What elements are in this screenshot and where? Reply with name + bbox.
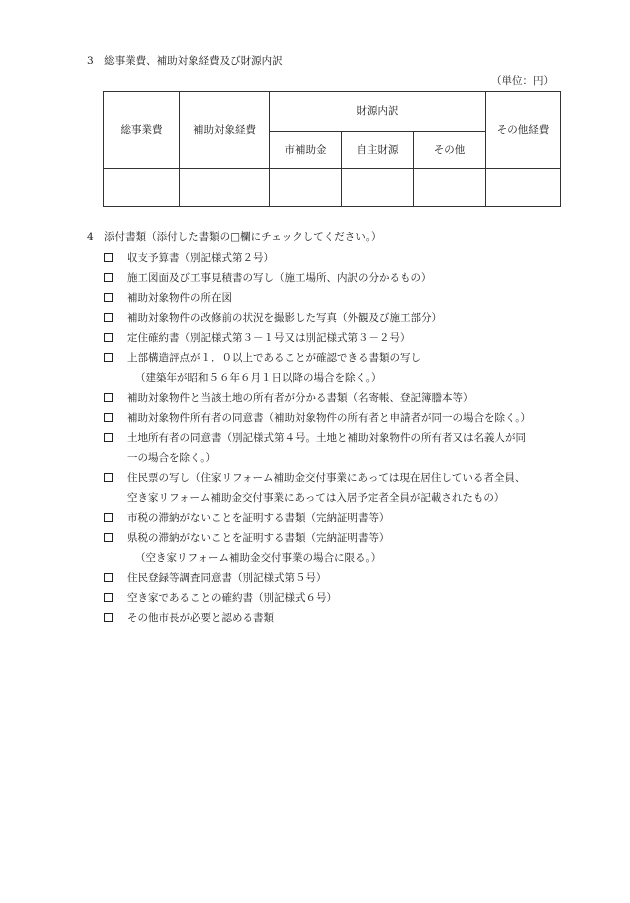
attachment-label: 土地所有者の同意書（別記様式第４号。土地と補助対象物件の所有者又は名義人が同 <box>127 432 526 444</box>
checkbox[interactable] <box>104 313 113 322</box>
unit-label: （単位：円） <box>491 75 554 87</box>
header-eligible-cost: 補助対象経費 <box>180 92 270 169</box>
attachment-item <box>103 268 583 288</box>
header-own-funds: 自主財源 <box>342 132 414 169</box>
checkbox[interactable] <box>104 613 113 622</box>
checkbox[interactable] <box>104 433 113 442</box>
attachment-note: （建築年が昭和５６年６月１日以降の場合を除く。） <box>135 372 382 384</box>
attachment-label: 補助対象物件の改修前の状況を撮影した写真（外観及び施工部分） <box>127 312 442 324</box>
attachment-item <box>103 608 583 628</box>
attachment-item <box>103 388 583 408</box>
checkbox[interactable] <box>104 273 113 282</box>
header-other-costs: その他経費 <box>486 92 561 169</box>
attachment-item <box>103 568 583 588</box>
checkbox[interactable] <box>104 353 113 362</box>
section4-title: 4 添付書類（添付した書類の□欄にチェックしてください。） <box>87 231 382 243</box>
attachment-label: 補助対象物件所有者の同意書（補助対象物件の所有者と申請者が同一の場合を除く。） <box>127 412 532 424</box>
attachment-item <box>103 508 583 528</box>
attachment-item <box>103 328 583 348</box>
cell-own-funds[interactable] <box>342 169 414 207</box>
attachment-label: 県税の滞納がないことを証明する書類（完納証明書等） <box>127 532 390 544</box>
checkbox[interactable] <box>104 393 113 402</box>
attachment-item <box>103 288 583 308</box>
checkbox[interactable] <box>104 413 113 422</box>
attachment-item <box>103 588 583 608</box>
attachment-label: 定住確約書（別記様式第３－１号又は別記様式第３－２号） <box>127 332 411 344</box>
checkbox[interactable] <box>104 593 113 602</box>
header-total-cost: 総事業費 <box>104 92 180 169</box>
cell-other-costs[interactable] <box>486 169 561 207</box>
cell-city-subsidy[interactable] <box>270 169 342 207</box>
checkbox[interactable] <box>104 253 113 262</box>
attachment-label: 施工図面及び工事見積書の写し（施工場所、内訳の分かるもの） <box>127 272 432 284</box>
cell-other[interactable] <box>414 169 486 207</box>
attachment-item <box>103 248 583 268</box>
attachment-item <box>103 308 583 328</box>
cell-eligible-cost[interactable] <box>180 169 270 207</box>
header-city-subsidy: 市補助金 <box>270 132 342 169</box>
attachment-label: その他市長が必要と認める書類 <box>127 612 274 624</box>
attachment-list <box>103 248 583 628</box>
attachment-item <box>103 408 583 428</box>
header-funding-breakdown: 財源内訳 <box>270 92 486 132</box>
attachment-label: 住民登録等調査同意書（別記様式第５号） <box>127 572 327 584</box>
attachment-label: 補助対象物件の所在図 <box>127 292 232 304</box>
cell-total-cost[interactable] <box>104 169 180 207</box>
attachment-continuation: 一の場合を除く。） <box>127 452 217 464</box>
attachment-item <box>103 468 583 508</box>
attachment-item <box>103 428 583 468</box>
attachment-label: 収支予算書（別記様式第２号） <box>127 252 274 264</box>
section3-title: 3 総事業費、補助対象経費及び財源内訳 <box>87 55 283 67</box>
attachment-label: 住民票の写し（住家リフォーム補助金交付事業にあっては現在居住している者全員、 <box>127 472 526 484</box>
header-other: その他 <box>414 132 486 169</box>
attachment-item <box>103 528 583 568</box>
attachment-label: 補助対象物件と当該土地の所有者が分かる書類（名寄帳、登記簿謄本等） <box>127 392 474 404</box>
checkbox[interactable] <box>104 533 113 542</box>
checkbox[interactable] <box>104 293 113 302</box>
checkbox[interactable] <box>104 333 113 342</box>
checkbox[interactable] <box>104 573 113 582</box>
checkbox[interactable] <box>104 513 113 522</box>
attachment-label: 空き家であることの確約書（別記様式６号） <box>127 592 337 604</box>
attachment-note: （空き家リフォーム補助金交付事業の場合に限る。） <box>135 552 382 564</box>
attachment-item <box>103 348 583 388</box>
attachment-label: 上部構造評点が１．０以上であることが確認できる書類の写し <box>127 352 421 364</box>
attachment-continuation: 空き家リフォーム補助金交付事業にあっては入居予定者全員が記載されたもの） <box>127 492 505 504</box>
checkbox[interactable] <box>104 473 113 482</box>
attachment-label: 市税の滞納がないことを証明する書類（完納証明書等） <box>127 512 390 524</box>
budget-table <box>103 91 561 207</box>
